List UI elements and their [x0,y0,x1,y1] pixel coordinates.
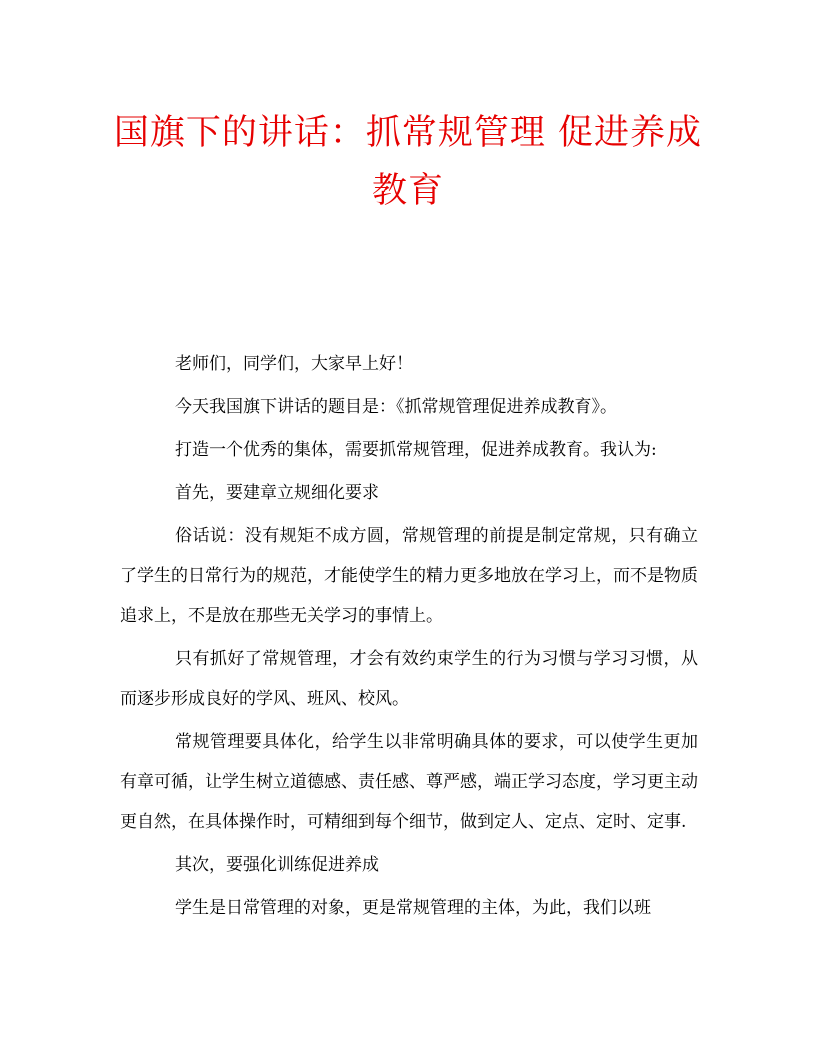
paragraph-training: 学生是日常管理的对象，更是常规管理的主体，为此，我们以班 [175,898,651,918]
paragraph-heading-first: 首先，要建章立规细化要求 [175,483,379,503]
paragraph-intro: 打造一个优秀的集体，需要抓常规管理，促进养成教育。我认为: [175,440,657,460]
paragraph-heading-second: 其次，要强化训练促进养成 [175,855,379,875]
document-body [120,344,698,931]
paragraph-rules: 俗话说：没有规矩不成方圆，常规管理的前提是制定常规，只有确立了学生的日常行为的规范，才能使学生的精力更多地放在学习上，而不是物质追求上，不是放在那些无关学习的事情上。 [120,526,698,626]
title-line-1: 国旗下的讲话：抓常规管理 促进养成 [113,113,703,153]
document-title [110,104,706,220]
paragraph-greeting: 老师们，同学们，大家早上好！ [175,354,413,374]
paragraph-habits: 只有抓好了常规管理，才会有效约束学生的行为习惯与学习习惯，从而逐步形成良好的学风、班风、校风。 [120,649,698,709]
paragraph-specifics: 常规管理要具体化，给学生以非常明确具体的要求，可以使学生更加有章可循，让学生树立道德感、责任感、尊严感，端正学习态度，学习更主动更自然，在具体操作时，可精细到每个细节，做到定人、定点、定时、定事. [120,732,698,832]
title-line-2: 教育 [371,171,444,211]
paragraph-topic: 今天我国旗下讲话的题目是：《抓常规管理促进养成教育》。 [175,397,617,417]
